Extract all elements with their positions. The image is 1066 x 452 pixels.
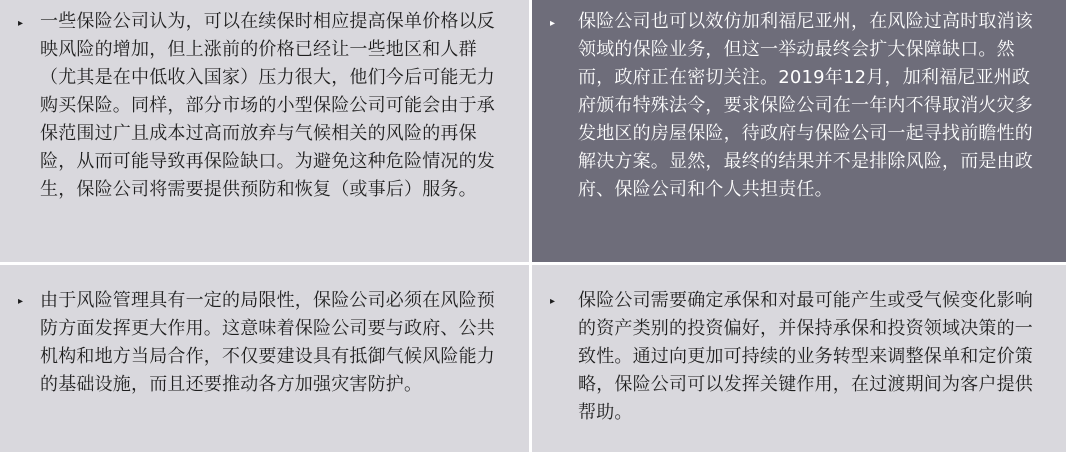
bullet-icon: ▸	[550, 296, 556, 307]
panel-text-top-left: 一些保险公司认为，可以在续保时相应提高保单价格以反映风险的增加，但上涨前的价格已经让一些地区和人群（尤其是在中低收入国家）压力很大，他们今后可能无力购买保险。同样，部分市场的小型保险公司可能会由于承保范围过广且成本过高而放弃与气候相关的风险的再保险，从而可能导致再保险缺口。为避免这种危险情况的发生，保险公司将需要提供预防和恢复（或事后）服务。	[40, 11, 495, 200]
panel-top-right	[532, 0, 1066, 262]
panel-text-bottom-right: 保险公司需要确定承保和对最可能产生或受气候变化影响的资产类别的投资偏好，并保持承保和投资领域决策的一致性。通过向更加可持续的业务转型来调整保单和定价策略，保险公司可以发挥关键作用，在过渡期间为客户提供帮助。	[578, 290, 1033, 423]
panel-bottom-left	[0, 265, 529, 452]
bullet-icon: ▸	[18, 18, 24, 29]
panel-top-left	[0, 0, 529, 262]
panel-bottom-right	[532, 265, 1066, 452]
bullet-icon: ▸	[18, 296, 24, 307]
panel-text-top-right: 保险公司也可以效仿加利福尼亚州，在风险过高时取消该领域的保险业务，但这一举动最终会扩大保障缺口。然而，政府正在密切关注。2019年12月，加利福尼亚州政府颁布特殊法令，要求保险公司在一年内不得取消火灾多发地区的房屋保险，待政府与保险公司一起寻找前瞻性的解决方案。显然，最终的结果并不是排除风险，而是由政府、保险公司和个人共担责任。	[578, 11, 1033, 200]
bullet-icon: ▸	[550, 18, 556, 29]
panel-text-bottom-left: 由于风险管理具有一定的局限性，保险公司必须在风险预防方面发挥更大作用。这意味着保险公司要与政府、公共机构和地方当局合作，不仅要建设具有抵御气候风险能力的基础设施，而且还要推动各方加强灾害防护。	[40, 290, 495, 395]
